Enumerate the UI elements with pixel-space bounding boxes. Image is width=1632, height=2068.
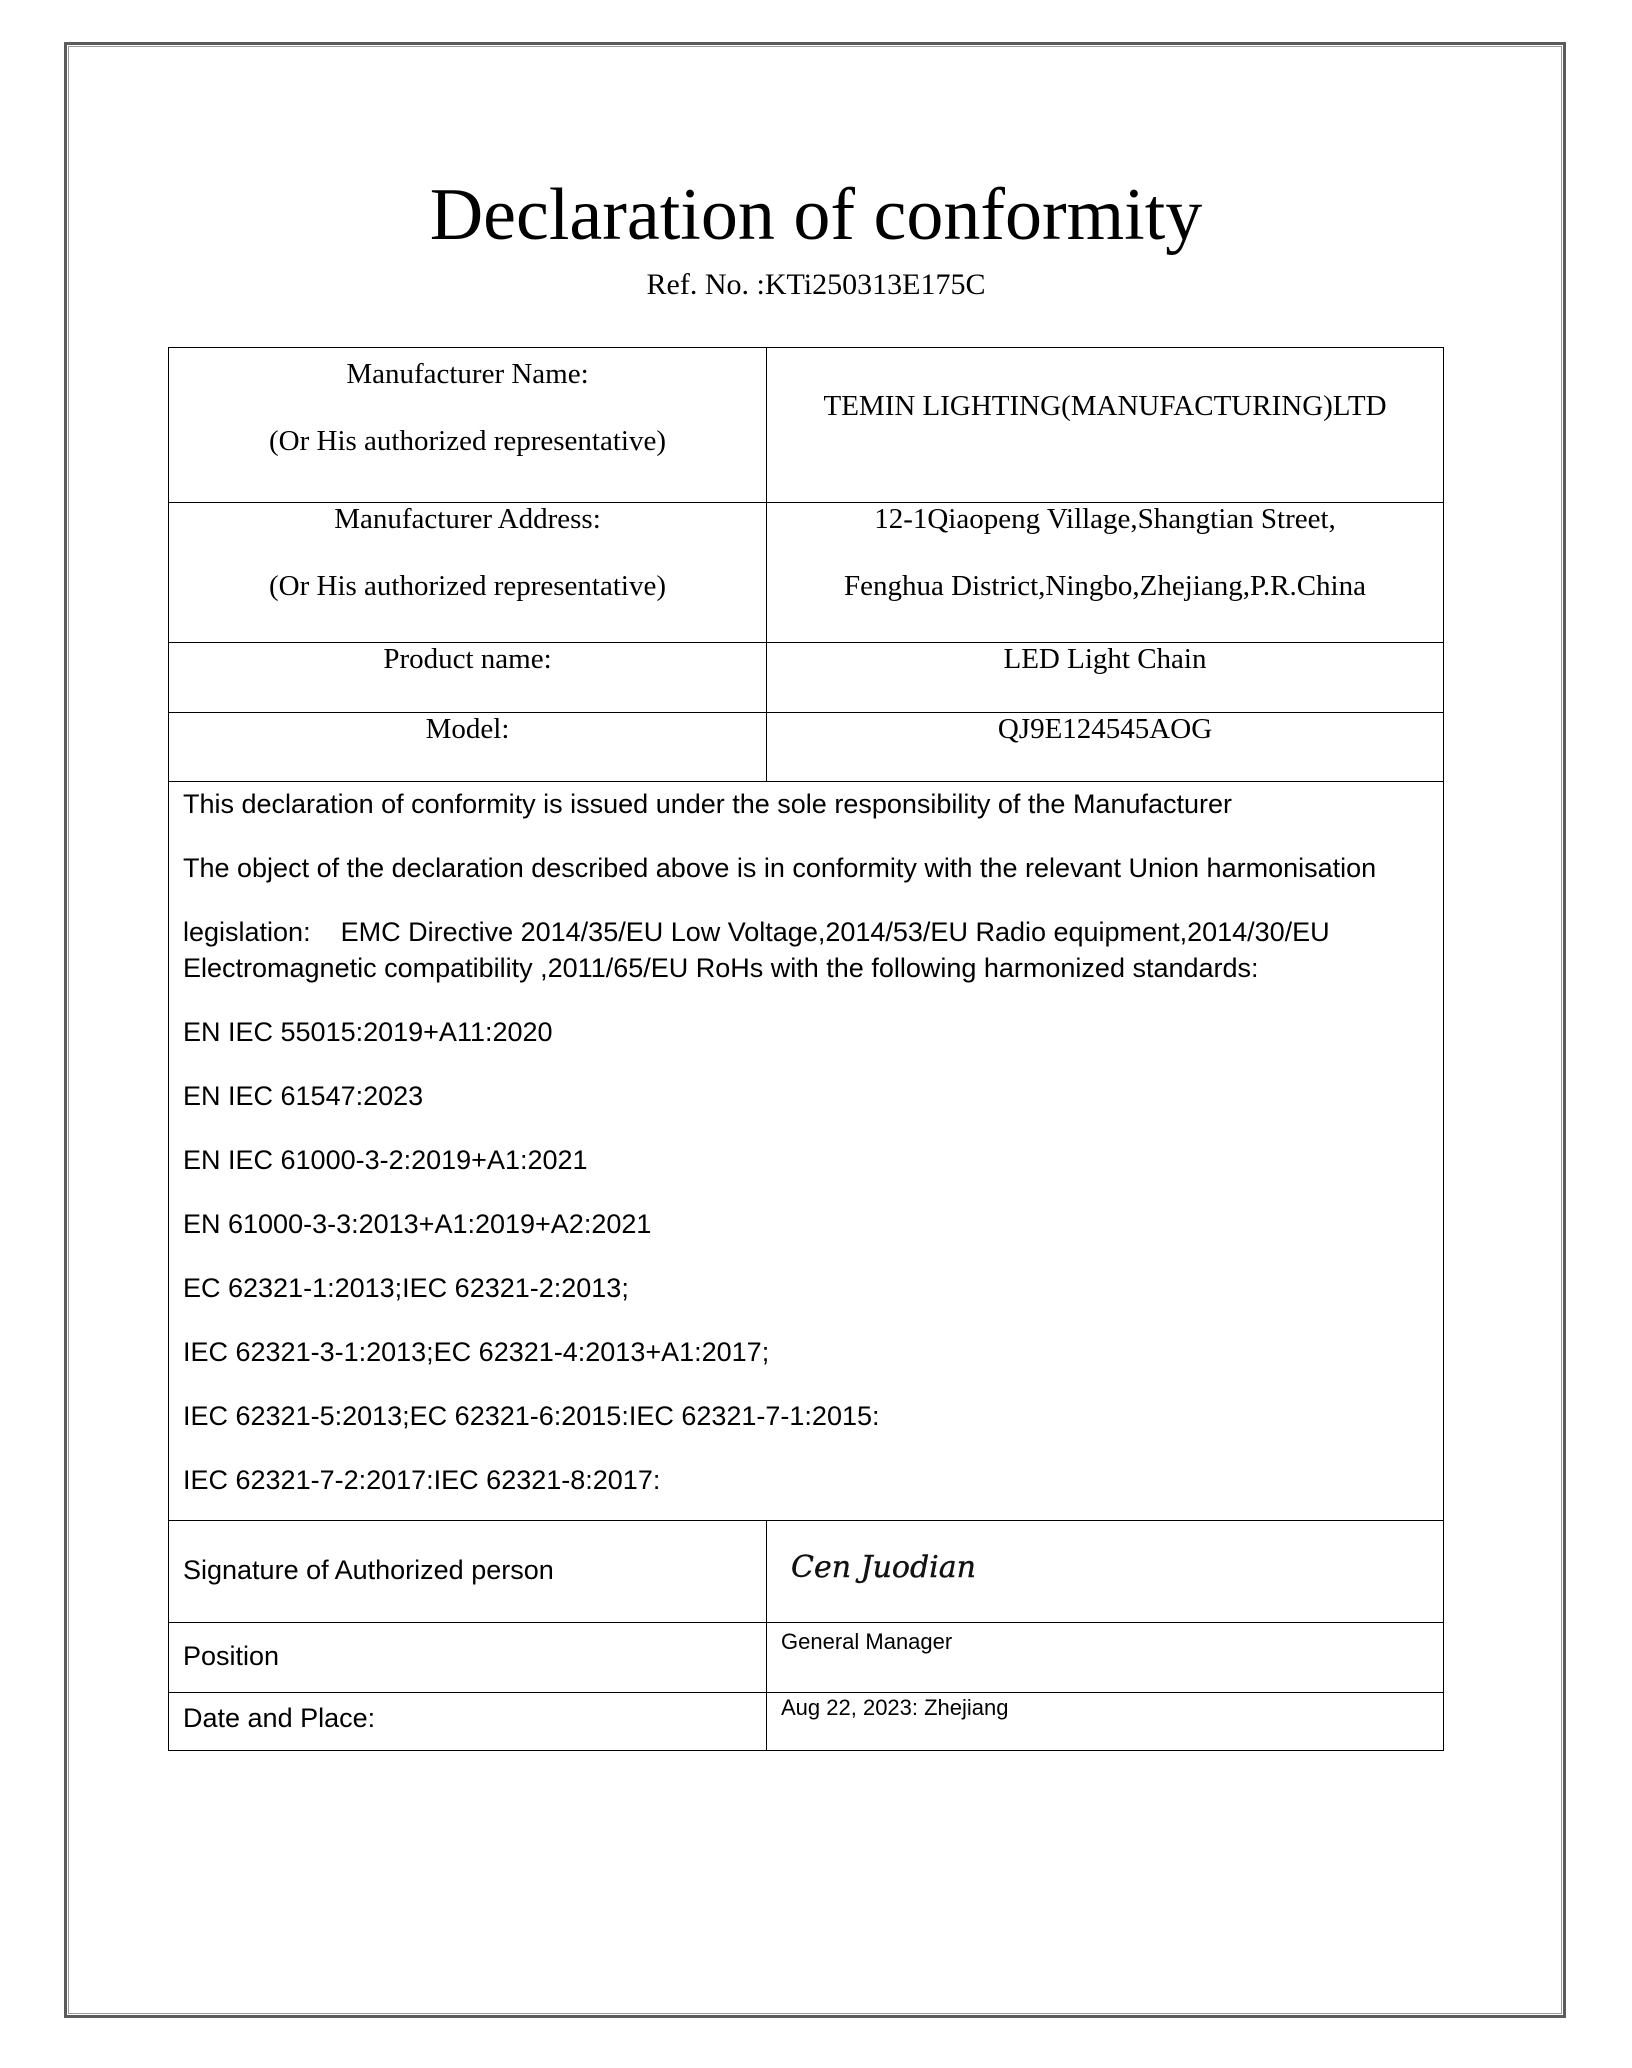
standard-item: IEC 62321-7-2:2017:IEC 62321-8:2017: [183, 1465, 661, 1495]
position-value-cell [767, 1623, 1443, 1692]
position-row [169, 1622, 1443, 1692]
signature-image [789, 1547, 1009, 1587]
reference-number: Ref. No. :KTi250313E175C [646, 268, 986, 301]
manufacturer-name-value: TEMIN LIGHTING(MANUFACTURING)LTD [823, 390, 1387, 422]
standard-item: EC 62321-1:2013;IEC 62321-2:2013; [183, 1273, 629, 1303]
manufacturer-address-row [169, 502, 1443, 642]
manufacturer-name-sublabel: (Or His authorized representative) [269, 425, 666, 457]
date-place-label-cell [169, 1693, 767, 1750]
manufacturer-name-label: Manufacturer Name: [346, 358, 589, 390]
date-place-row [169, 1692, 1443, 1750]
product-name-value: LED Light Chain [1003, 643, 1207, 675]
legislation-line-continued: Electromagnetic compatibility ,2011/65/EU RoHs with the following harmonized standards: [183, 953, 1259, 983]
model-label-cell [169, 713, 767, 781]
model-value-cell [767, 713, 1443, 781]
product-name-label: Product name: [383, 643, 552, 675]
position-label: Position [183, 1641, 280, 1671]
position-value: General Manager [781, 1629, 953, 1654]
declaration-statement: This declaration of conformity is issued under the sole responsibility of the Manufacturer [183, 789, 1233, 819]
date-place-value-cell [767, 1693, 1443, 1750]
manufacturer-address-line1: 12-1Qiaopeng Village,Shangtian Street, [874, 503, 1336, 535]
declaration-body [169, 781, 1443, 1520]
manufacturer-address-label-cell [169, 503, 767, 642]
document-title: Declaration of conformity [429, 174, 1203, 256]
signature-label-cell [169, 1521, 767, 1622]
standard-item: EN IEC 61547:2023 [183, 1081, 424, 1111]
manufacturer-name-row [169, 348, 1443, 502]
product-name-value-cell [767, 643, 1443, 712]
standard-item: EN IEC 55015:2019+A11:2020 [183, 1017, 553, 1047]
manufacturer-name-value-cell [767, 348, 1443, 502]
signature-row [169, 1520, 1443, 1622]
legislation-line: legislation: EMC Directive 2014/35/EU Low Voltage,2014/53/EU Radio equipment,2014/30/EU [183, 917, 1330, 947]
model-value: QJ9E124545AOG [997, 713, 1213, 745]
model-label: Model: [425, 713, 510, 745]
standard-item: EN IEC 61000-3-2:2019+A1:2021 [183, 1145, 588, 1175]
manufacturer-address-label: Manufacturer Address: [334, 503, 601, 535]
declaration-table [168, 347, 1444, 1751]
signature-text: Cen Juodian [791, 1550, 976, 1585]
date-place-value: Aug 22, 2023: Zhejiang [781, 1695, 1009, 1720]
product-name-label-cell [169, 643, 767, 712]
manufacturer-address-sublabel: (Or His authorized representative) [269, 570, 666, 602]
standard-item: IEC 62321-5:2013;EC 62321-6:2015:IEC 62321-7-1:2015: [183, 1401, 880, 1431]
conformity-statement: The object of the declaration described above is in conformity with the relevant Union harmonisation [183, 853, 1377, 883]
manufacturer-name-label-cell [169, 348, 767, 502]
signature-label: Signature of Authorized person [183, 1555, 554, 1585]
date-place-label: Date and Place: [183, 1703, 376, 1733]
position-label-cell [169, 1623, 767, 1692]
standard-item: EN 61000-3-3:2013+A1:2019+A2:2021 [183, 1209, 652, 1239]
product-name-row [169, 642, 1443, 712]
model-row [169, 712, 1443, 781]
manufacturer-address-value-cell [767, 503, 1443, 642]
signature-value-cell [767, 1521, 1443, 1622]
manufacturer-address-line2: Fenghua District,Ningbo,Zhejiang,P.R.China [844, 570, 1366, 602]
standard-item: IEC 62321-3-1:2013;EC 62321-4:2013+A1:2017; [183, 1337, 770, 1367]
handwritten-signature [767, 1521, 1443, 1587]
